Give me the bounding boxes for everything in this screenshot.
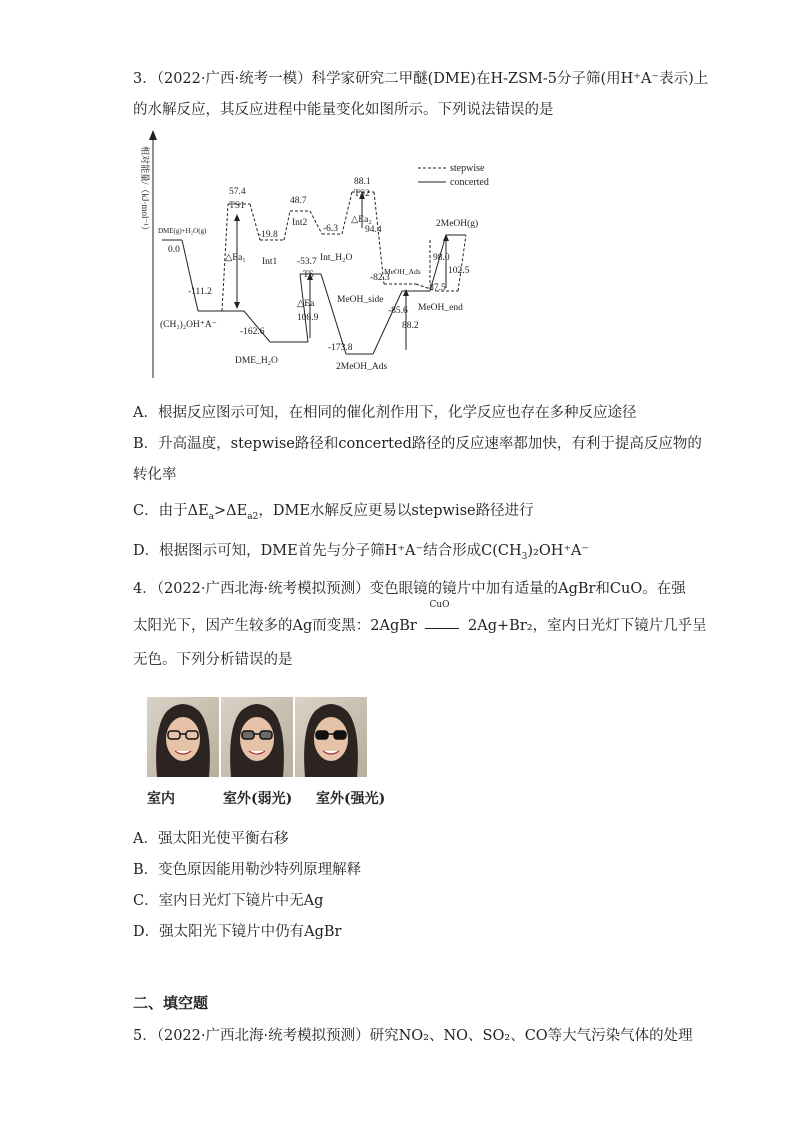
y-axis-label: 相对能量/（kJ·mol⁻¹） [140,146,150,235]
value-ts2: 88.1 [354,177,371,187]
reaction-arrow [425,600,459,630]
q4-option-d: D．强太阳光下镜片中仍有AgBr [133,924,342,940]
value-ads2: -173.8 [328,343,353,353]
q3-option-b-line2: 转化率 [133,467,177,483]
photo-outdoor-strong [295,697,367,777]
value-gap: 88.2 [402,321,419,331]
value-ts: -53.7 [297,257,317,267]
q3-stem-line1: 3．（2022·广西·统考一模）科学家研究二甲醚(DME)在H-ZSM-5分子筛(用H⁺A⁻表示)上 [133,71,709,87]
photo-outdoor-weak [221,697,293,777]
label-ts: TS [303,270,315,280]
value-adsorbed: -111.2 [188,287,212,297]
q4-stem-line2: 太阳光下，因产生较多的Ag而变黑：2AgBr CuO 2Ag+Br₂，室内日光灯下镜片几乎呈 [133,600,707,634]
label-int2: Int2 [292,218,308,228]
value-side: -85.6 [388,306,408,316]
value-gap102: 102.5 [448,266,470,276]
label-meoh-side: MeOH_side [337,295,384,305]
q5-stem-line1: 5．（2022·广西北海·统考模拟预测）研究NO₂、NO、SO₂、CO等大气污染气体的处理 [133,1028,693,1044]
label-ts2: TS2 [354,189,370,199]
q3-option-c: C．由于$\Delta E_a>\Delta E_{a2}$，DME水解反应更易以stepwise路径进行 [133,503,534,522]
segment-int2-int-h2o [310,211,322,234]
value-dme-h2o: -162.6 [240,327,265,337]
label-ts1: TS1 [229,201,245,211]
q3-option-a: A．根据反应图示可知，在相同的催化剂作用下，化学反应也存在多种反应途径 [133,405,637,421]
segment-ts-ads [321,274,346,354]
stepwise-path [222,192,466,311]
value-meoh-ads: -82.3 [370,273,390,283]
label-end: MeOH_end [418,303,463,313]
label-int-h2o: Int_H₂O [320,253,353,263]
energy-profile-diagram [140,128,500,386]
q4-stem-line3: 无色。下列分析错误的是 [133,652,293,668]
q3-option-b-line1: B．升高温度，stepwise路径和concerted路径的反应速率都加快，有利于提高反应物的 [133,436,702,452]
segment-int1-int2 [284,211,290,240]
value-gap98: 98.0 [433,253,450,263]
woman-glasses-clear-icon [147,697,219,777]
value-end: -87.5 [426,283,446,293]
value-ea2: 94.4 [365,225,382,235]
photo-indoor [147,697,219,777]
segment-ts2-ads [374,192,384,284]
photo-label-strong: 室外(强光) [316,791,386,807]
label-adsorbed: (CH₃)₂OH⁺A⁻ [160,320,217,330]
q3-stem-line2: 的水解反应，其反应进程中能量变化如图所示。下列说法错误的是 [133,102,554,118]
segment-start-adsorbed [182,240,198,311]
value-int2: 48.7 [290,196,307,206]
value-ts1: 57.4 [229,187,246,197]
q4-option-b: B．变色原因能用勒沙特列原理解释 [133,862,362,878]
label-ea2: △Ea₂ [351,215,372,225]
label-ads2: 2MeOH_Ads [336,362,388,372]
photo-label-indoor: 室内 [147,791,175,807]
legend-stepwise-label: stepwise [450,163,485,174]
reaction-catalyst: CuO [429,600,450,610]
woman-glasses-dark-icon [295,697,367,777]
q4-option-a: A．强太阳光使平衡右移 [133,831,289,847]
value-start: 0.0 [168,245,180,255]
value-ea: 108.9 [297,313,319,323]
label-dme-h2o: DME_H₂O [235,356,278,366]
segment-end-final [458,235,466,291]
value-int-h2o: -6.3 [323,224,339,234]
label-ea1: △Ea₁ [225,253,246,263]
photo-label-weak: 室外(弱光) [223,791,293,807]
label-final: 2MeOH(g) [436,219,479,229]
value-int1: -19.8 [258,230,278,240]
q4-stem-line1: 4．（2022·广西北海·统考模拟预测）变色眼镜的镜片中加有适量的AgBr和CuO。在强 [133,581,686,597]
section-title: 二、填空题 [133,994,209,1012]
segment-int-h2o-ts2 [342,192,352,234]
woman-glasses-tinted-icon [221,697,293,777]
label-int1: Int1 [262,257,278,267]
legend-concerted-label: concerted [450,177,489,188]
label-meoh-ads: MeOH_Ads [384,267,421,276]
q3-option-d: D．根据图示可知，DME首先与分子筛H⁺A⁻结合形成$C(CH_3)_2OH^+A^-$ [133,543,590,562]
label-ea: △Ea [297,299,315,309]
q4-option-c: C．室内日光灯下镜片中无Ag [133,893,324,909]
y-axis-arrow [149,130,157,140]
label-start: DME(g)+H₂O(g) [158,227,207,235]
